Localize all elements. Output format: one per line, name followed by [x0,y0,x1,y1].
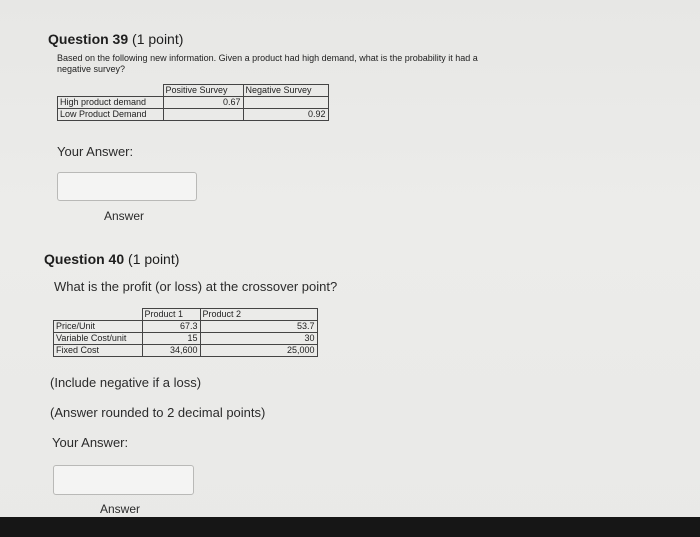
q39-prompt-line2: negative survey? [57,64,126,74]
q40-cell-p2: 30 [200,333,317,345]
q39-heading [48,31,183,47]
q40-answer-input[interactable] [53,465,194,495]
q40-cell-p2: 25,000 [200,345,317,357]
q40-header-p2: Product 2 [200,309,317,321]
q40-answer-button[interactable]: Answer [100,502,141,516]
table-row [54,321,318,333]
q39-points: (1 point) [132,31,184,47]
q40-cell-p2: 53.7 [200,321,317,333]
q40-table-corner [54,309,143,321]
q39-prompt-line1: Based on the following new information. Given a product had high demand, what is the probability it had a [57,53,478,63]
q39-cell-negative [243,97,328,109]
q39-header-negative: Negative Survey [243,85,328,97]
q39-your-answer-label: Your Answer: [57,144,134,159]
q40-header-p1: Product 1 [142,309,200,321]
table-row [54,333,318,345]
q39-prompt [57,53,478,75]
q39-row-label: High product demand [58,97,164,109]
q39-header-positive: Positive Survey [163,85,243,97]
q39-row-label: Low Product Demand [58,109,164,121]
q39-answer-button[interactable]: Answer [104,209,145,223]
table-row [58,109,329,121]
q40-your-answer-label: Your Answer: [52,435,129,450]
q39-table-corner [58,85,164,97]
q40-cell-p1: 34,600 [142,345,200,357]
q39-cell-positive: 0.67 [163,97,243,109]
bottom-bar [0,517,700,537]
q40-note-rounding: (Answer rounded to 2 decimal points) [50,405,266,420]
q40-cell-p1: 67.3 [142,321,200,333]
q40-row-label: Price/Unit [54,321,143,333]
q40-row-label: Fixed Cost [54,345,143,357]
q40-prompt: What is the profit (or loss) at the crossover point? [54,279,338,294]
q39-table [57,84,329,121]
q40-row-label: Variable Cost/unit [54,333,143,345]
q40-note-loss: (Include negative if a loss) [50,375,202,390]
q39-cell-positive [163,109,243,121]
q39-cell-negative: 0.92 [243,109,328,121]
q39-table-header-row [58,85,329,97]
q40-cell-p1: 15 [142,333,200,345]
table-row [54,345,318,357]
q39-title: Question 39 [48,31,129,47]
q40-table [53,308,318,357]
q40-table-header-row [54,309,318,321]
q39-answer-input[interactable] [57,172,197,201]
table-row [58,97,329,109]
q40-points: (1 point) [128,251,180,267]
q40-heading [44,251,179,267]
q40-title: Question 40 [44,251,125,267]
